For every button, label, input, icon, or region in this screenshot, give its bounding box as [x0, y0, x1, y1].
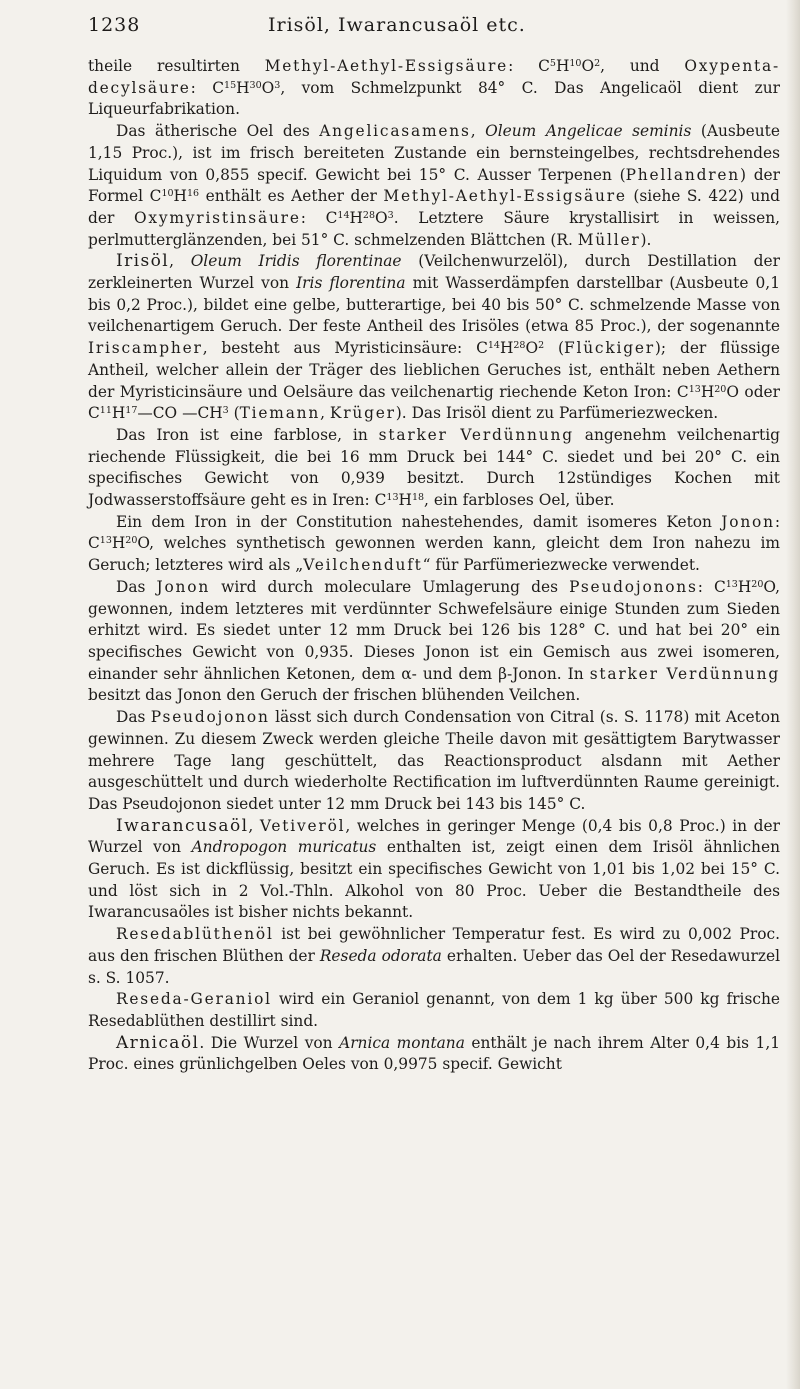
text-run: (: [544, 339, 565, 358]
formula-index: 3: [387, 209, 394, 221]
spaced-term: Resedablüthenöl: [116, 925, 274, 944]
spaced-term: Vetiveröl: [259, 816, 346, 835]
formula-index: 30: [249, 79, 262, 91]
paragraph-pseudojonon: [88, 707, 780, 816]
formula-index: 11: [99, 405, 112, 417]
text-run: ,: [470, 122, 486, 141]
text-run: O: [581, 57, 595, 75]
page-number: 1238: [88, 14, 141, 36]
text-run: . Die Wurzel von: [199, 1033, 340, 1052]
text-run: H: [499, 339, 514, 358]
spaced-term: Veilchenduft: [303, 556, 423, 575]
spaced-term: starker Verdünnung: [378, 425, 574, 444]
formula-index: 2: [594, 58, 601, 69]
text-run: ); der flüssige Antheil, welcher allein der Träger des lieblichen Geruches ist, enthält neben Aethern der Myristicinsäure und Oelsäure das veilchenartig riechende Keton Iron: C: [88, 339, 780, 401]
paragraph-reseda-geraniol: [88, 989, 780, 1032]
spaced-term: Reseda-Geraniol: [116, 990, 272, 1009]
spaced-term: Irisöl: [116, 251, 170, 272]
text-run: , welches in geringer Menge (0,4 bis 0,8 Proc.) in der Wurzel von: [88, 816, 780, 857]
body-text: [88, 56, 780, 1076]
formula-index: 14: [337, 209, 350, 221]
spaced-term: starker Verdünnung: [589, 664, 780, 683]
formula-index: 17: [125, 405, 138, 417]
latin-name: Oleum Iridis florentinae: [190, 252, 402, 271]
latin-name: Iris florentina: [296, 274, 406, 293]
text-run: Das Iron ist eine farblose, in: [116, 425, 379, 444]
spaced-term: Jonon: [721, 512, 775, 531]
running-head: [88, 14, 768, 48]
text-run: (Veilchenwurzelöl), durch Destillation der zerkleinerten Wurzel von: [88, 252, 780, 293]
text-run: : C: [508, 57, 550, 75]
text-run: ist bei gewöhnlicher Temperatur fest. Es wird zu 0,002 Proc. aus den frischen Blüthen der: [88, 925, 780, 965]
spaced-term: Krüger: [329, 404, 396, 423]
spaced-term: Tiemann: [239, 404, 321, 423]
text-run: : C: [300, 208, 338, 227]
latin-name: Reseda odorata: [319, 946, 442, 965]
spaced-term: Methyl-Aethyl-Essigsäure: [264, 57, 509, 75]
text-run: Das: [116, 708, 151, 727]
page-edge-shadow: [786, 0, 800, 1389]
text-run: : C: [190, 78, 225, 97]
paragraph-angelica-seed-oil: [88, 121, 780, 251]
formula-index: 13: [386, 492, 399, 504]
formula-index: 13: [725, 578, 738, 590]
text-run: O: [261, 78, 275, 97]
text-run: O, gewonnen, indem letzteres mit verdünnter Schwefelsäure einige Stunden zum Sieden erhitzt wird. Es siedet unter 12 mm Druck bei 126 bis 128° C. und hat bei 20° ein specifisches Gewicht von 0,935. Dieses Jonon ist ein Gemisch aus zwei isomeren, einander sehr ähnlichen Ketonen, dem α- und dem β-Jonon. In: [88, 577, 780, 683]
text-run: ,: [248, 816, 260, 835]
spaced-term: Müller: [577, 230, 641, 249]
text-run: H: [737, 577, 752, 596]
text-run: —CO —CH: [137, 404, 223, 423]
text-run: H: [236, 78, 250, 97]
formula-index: 20: [125, 535, 138, 547]
text-run: enthält je nach ihrem Alter 0,4 bis 1,1 Proc. eines grünlichgelben Oeles von 0,9975 specif. Gewicht: [88, 1033, 781, 1074]
text-run: O oder C: [88, 382, 781, 423]
text-run: O, welches synthetisch gewonnen werden kann, gleicht dem Iron nahezu im Geruch; letzteres wird als „: [88, 534, 780, 575]
text-run: ,: [320, 404, 330, 423]
spaced-term: Iwarancusaöl: [116, 815, 249, 836]
text-run: (siehe S. 422) und der: [88, 187, 780, 227]
formula-index: 5: [549, 58, 556, 69]
text-run: angenehm veilchenartig riechende Flüssigkeit, die bei 16 mm Druck bei 144° C. siedet und bei 20° C. ein specifisches Gewicht von 0,939 besitzt. Durch 12stündiges Kochen mit Jodwasserstoffsäure geht es in Iren: C: [88, 425, 780, 510]
text-run: “ für Parfümeriezwecke verwendet.: [422, 556, 700, 575]
text-run: wird ein Geraniol genannt, von dem 1 kg über 500 kg frische Resedablüthen destillirt sind.: [88, 990, 780, 1030]
text-run: erhalten. Ueber das Oel der Resedawurzel s. S. 1057.: [88, 946, 781, 987]
paragraph-iwarancusa-oil: [88, 816, 780, 925]
text-run: enthalten ist, zeigt einen dem Irisöl ähnlichen Geruch. Es ist dickflüssig, besitzt ein specifisches Gewicht von 1,01 bis 1,02 bei 15° C. und löst sich in 2 Vol.-Thln. Alkohol von 80 Proc. Ueber die Bestandtheile des Iwarancusaöles ist bisher nichts bekannt.: [88, 838, 780, 922]
text-run: enthält es Aether der: [199, 187, 384, 206]
text-run: H: [173, 187, 187, 206]
formula-index: 20: [751, 578, 764, 590]
spaced-term: Angelicasamens: [319, 122, 471, 141]
text-run: , ein farbloses Oel, über.: [424, 491, 615, 510]
text-run: , vom Schmelzpunkt 84° C. Das Angelicaöl dient zur Liqueurfabrikation.: [88, 78, 780, 119]
spaced-term: Flückiger: [564, 339, 655, 358]
text-run: lässt sich durch Condensation von Citral (s. S. 1178) mit Aceton gewinnen. Zu diesem Zweck werden gleiche Theile davon mit gesättigtem Barytwasser mehrere Tage lang geschüttelt, das Reactionsproduct alsdann mit Aether ausgeschüttelt und durch wiederholte Rectification im luftverdünnten Raume gereinigt. Das Pseudojonon siedet unter 12 mm Druck bei 143 bis 145° C.: [88, 708, 780, 813]
spaced-term: Arnicaöl: [116, 1032, 200, 1053]
latin-name: Arnica montana: [339, 1033, 465, 1052]
running-title: Irisöl, Iwarancusaöl etc.: [268, 14, 526, 36]
text-run: : C: [88, 512, 780, 553]
latin-name: Oleum Angelicae seminis: [485, 122, 692, 141]
paragraph-reseda-oil: [88, 924, 780, 989]
paragraph-jonon: [88, 512, 780, 577]
text-run: . Letztere Säure krystallisirt in weissen, perlmutterglänzenden, bei 51° C. schmelzenden Blättchen (R.: [88, 208, 780, 249]
paragraph-jonon-preparation: [88, 577, 780, 707]
formula-index: 3: [222, 405, 229, 417]
formula-index: 28: [513, 340, 526, 352]
text-run: Das: [116, 577, 157, 596]
paragraph-iron: [88, 425, 780, 512]
text-run: ).: [640, 230, 652, 249]
formula-index: 13: [99, 535, 112, 547]
spaced-term: Phellandren: [625, 165, 740, 184]
text-run: ,: [169, 252, 191, 271]
formula-index: 10: [161, 188, 174, 200]
text-run: Ein dem Iron in der Constitution nahestehendes, damit isomeres Keton: [116, 512, 722, 531]
text-run: theile resultirten: [88, 57, 265, 75]
spaced-term: Jonon: [156, 577, 211, 596]
paragraph-arnica-oil: [88, 1033, 780, 1076]
text-run: , besteht aus Myristicinsäure: C: [202, 339, 488, 358]
formula-index: 20: [714, 383, 727, 395]
text-run: H: [111, 534, 126, 553]
text-run: ). Das Irisöl dient zu Parfümeriezwecken.: [395, 404, 719, 423]
paragraph-iris-oil: [88, 251, 780, 425]
formula-index: 16: [186, 188, 200, 200]
text-run: H: [349, 208, 363, 227]
text-run: H: [700, 382, 715, 401]
text-run: O: [375, 208, 388, 227]
text-run: , und: [600, 57, 685, 75]
text-run: H: [555, 57, 570, 75]
text-run: O: [525, 339, 539, 358]
formula-index: 15: [224, 79, 237, 91]
text-run: besitzt das Jonon den Geruch der frischen blühenden Veilchen.: [88, 686, 581, 705]
text-run: H: [398, 491, 412, 510]
spaced-term: Pseudojonons: [569, 577, 698, 596]
formula-index: 3: [274, 79, 281, 91]
text-run: (: [228, 404, 240, 423]
text-run: ) der Formel C: [88, 165, 781, 206]
latin-name: Andropogon muricatus: [191, 838, 377, 857]
formula-index: 14: [487, 340, 500, 352]
text-run: mit Wasserdämpfen darstellbar (Ausbeute 0,1 bis 0,2 Proc.), bildet eine gelbe, butterartige, bei 40 bis 50° C. schmelzende Masse von veilchenartigem Geruch. Der feste Antheil des Irisöles (etwa 85 Proc.), der sogenannte: [88, 274, 780, 336]
text-run: (Ausbeute 1,15 Proc.), ist im frisch bereiteten Zustande ein bernsteingelbes, rechtsdrehendes Liquidum von 0,855 specif. Gewicht bei 15° C. Ausser Terpenen (: [88, 122, 780, 184]
spaced-term: Iriscampher: [88, 339, 203, 358]
formula-index: 2: [538, 340, 545, 352]
spaced-term: Pseudojonon: [150, 708, 270, 727]
text-run: H: [111, 404, 126, 423]
text-run: : C: [697, 577, 726, 596]
paragraph-angelica-acids: [88, 56, 780, 121]
spaced-term: Oxymyristinsäure: [134, 208, 301, 227]
formula-index: 18: [411, 492, 425, 504]
spaced-term: Oxypenta-decylsäure: [88, 57, 781, 97]
formula-index: 10: [569, 58, 582, 69]
text-run: wird durch moleculare Umlagerung des: [210, 577, 570, 596]
formula-index: 13: [688, 383, 701, 395]
formula-index: 28: [362, 209, 376, 221]
text-run: Das ätherische Oel des: [116, 122, 320, 141]
spaced-term: Methyl-Aethyl-Essigsäure: [383, 187, 627, 206]
